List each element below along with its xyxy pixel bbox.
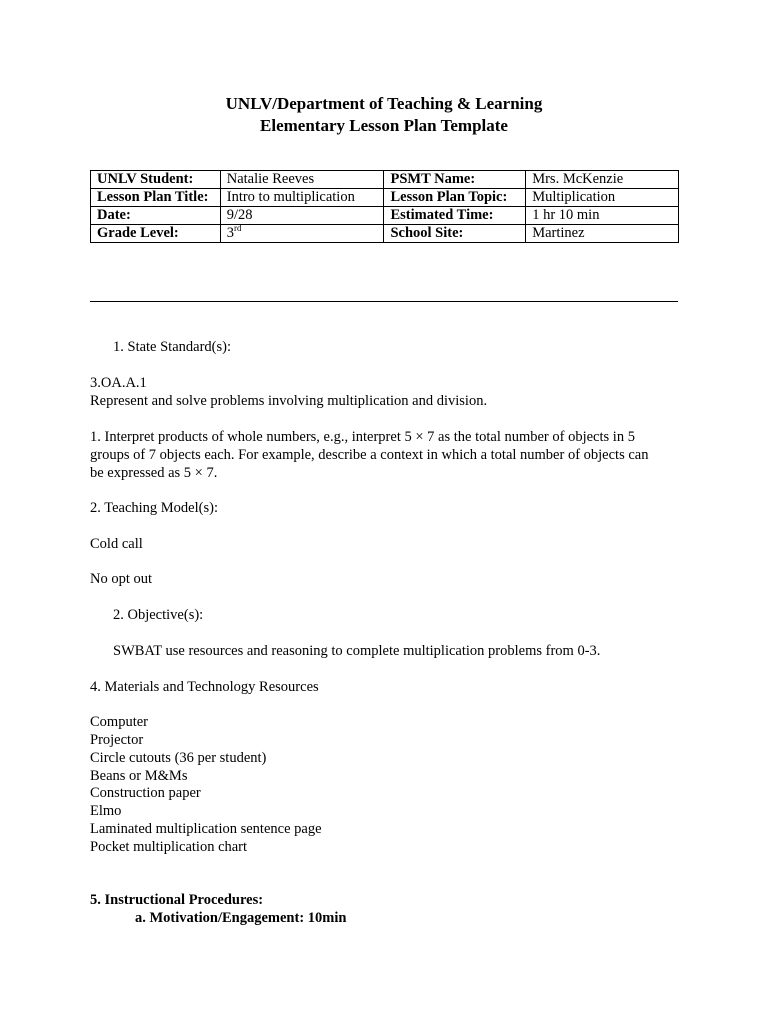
table-row [91,189,679,207]
value-estimated-time: 1 hr 10 min [526,207,679,225]
list-item: Elmo [90,803,122,819]
value-grade-level [220,225,384,243]
value-school-site: Martinez [526,225,679,243]
horizontal-divider [90,301,678,302]
label-date: Date: [91,207,221,225]
label-lesson-plan-title: Lesson Plan Title: [91,189,221,207]
lesson-info-table [90,170,679,243]
document-title-line1: UNLV/Department of Teaching & Learning [225,94,543,113]
value-lesson-plan-topic: Multiplication [526,189,679,207]
table-row [91,225,679,243]
document-title-line2: Elementary Lesson Plan Template [260,116,508,135]
list-item: Beans or M&Ms [90,768,188,784]
motivation-heading: a. Motivation/Engagement: 10min [135,910,347,926]
label-school-site: School Site: [384,225,526,243]
label-lesson-plan-topic: Lesson Plan Topic: [384,189,526,207]
standard-code: 3.OA.A.1 [90,375,147,391]
standard-item-line1: 1. Interpret products of whole numbers, e.g., interpret 5 × 7 as the total number of objects in 5 [90,429,635,445]
grade-ordinal-suffix: rd [234,223,242,233]
list-item: Laminated multiplication sentence page [90,821,322,837]
value-psmt-name: Mrs. McKenzie [526,171,679,189]
list-item: Construction paper [90,785,201,801]
objectives-heading: 2. Objective(s): [113,607,204,623]
label-unlv-student: UNLV Student: [91,171,221,189]
list-item: Pocket multiplication chart [90,839,248,855]
label-grade-level: Grade Level: [91,225,221,243]
objective-text: SWBAT use resources and reasoning to complete multiplication problems from 0-3. [113,643,601,659]
value-lesson-plan-title: Intro to multiplication [220,189,384,207]
label-psmt-name: PSMT Name: [384,171,526,189]
table-row [91,207,679,225]
teaching-model-cold-call: Cold call [90,536,143,552]
label-estimated-time: Estimated Time: [384,207,526,225]
standard-item-line3: be expressed as 5 × 7. [90,465,218,481]
standards-heading: 1. State Standard(s): [113,339,231,355]
teaching-model-no-opt-out: No opt out [90,571,153,587]
procedures-heading: 5. Instructional Procedures: [90,892,264,908]
grade-number: 3 [226,225,234,241]
materials-heading: 4. Materials and Technology Resources [90,679,319,695]
list-item: Projector [90,732,144,748]
value-unlv-student: Natalie Reeves [220,171,384,189]
teaching-model-heading: 2. Teaching Model(s): [90,500,218,516]
standard-item-line2: groups of 7 objects each. For example, describe a context in which a total number of objects can [90,447,649,463]
list-item: Computer [90,714,148,730]
value-date: 9/28 [220,207,384,225]
table-row [91,171,679,189]
standard-description: Represent and solve problems involving multiplication and division. [90,393,488,409]
list-item: Circle cutouts (36 per student) [90,750,267,766]
